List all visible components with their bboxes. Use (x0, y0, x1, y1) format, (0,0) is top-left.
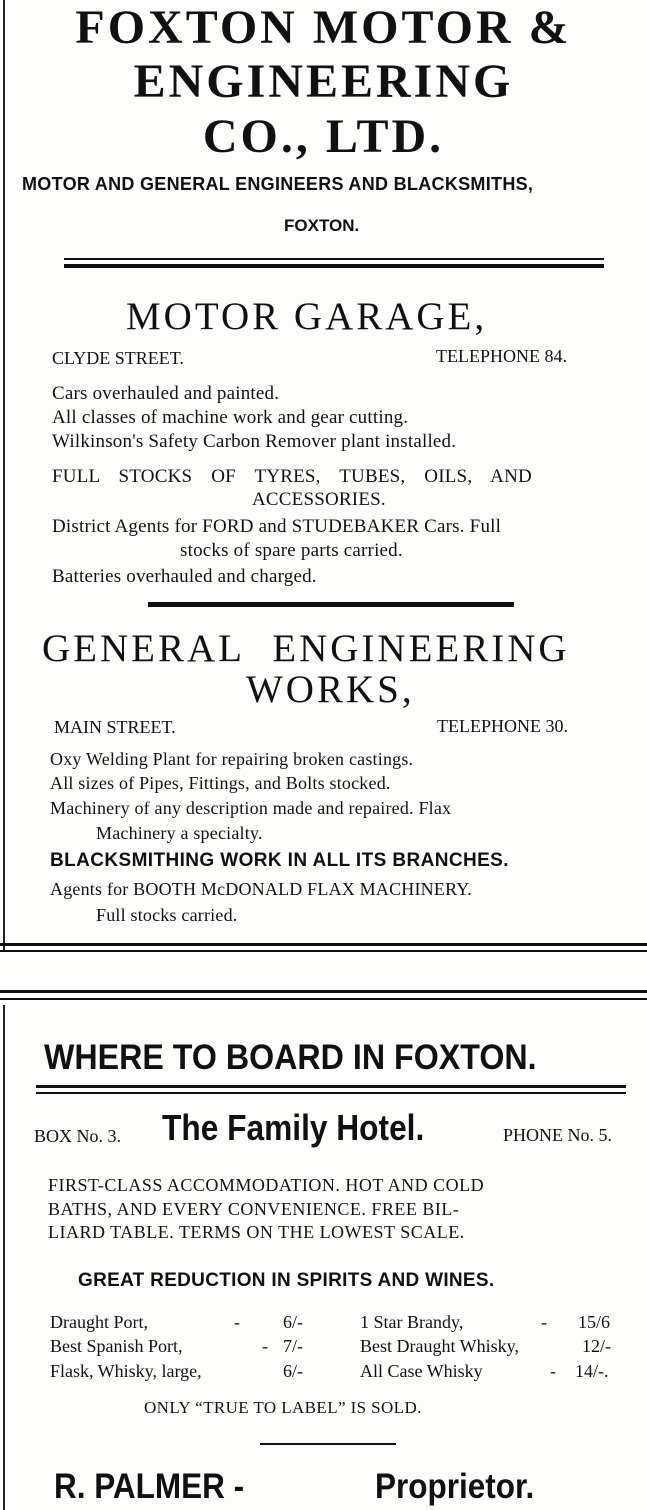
garage-line: stocks of spare parts carried. (180, 540, 403, 561)
company-title-line1: FOXTON MOTOR & (75, 1, 572, 54)
price-item: All Case Whisky (360, 1361, 483, 1381)
divider (260, 1443, 396, 1445)
ad-separator (0, 950, 647, 952)
price-item: Best Draught Whisky, (360, 1336, 519, 1356)
price-value: 14/-. (575, 1361, 609, 1381)
garage-telephone: TELEPHONE 84. (436, 346, 567, 366)
works-heading-line2: WORKS, (246, 668, 415, 711)
hotel-desc-line: LIARD TABLE. TERMS ON THE LOWEST SCALE. (48, 1222, 465, 1242)
divider (64, 258, 604, 260)
hotel-phone: PHONE No. 5. (503, 1125, 613, 1145)
price-value: 6/- (283, 1312, 303, 1332)
price-value: 6/- (283, 1361, 303, 1381)
garage-line: FULL STOCKS OF TYRES, TUBES, OILS, AND (52, 466, 532, 487)
company-title-line3: CO., LTD. (202, 110, 445, 163)
garage-line: Cars overhauled and painted. (52, 383, 280, 404)
garage-line: Wilkinson's Safety Carbon Remover plant installed. (52, 431, 457, 452)
proprietor-name: R. PALMER - (54, 1467, 245, 1506)
company-location: FOXTON. (284, 216, 360, 235)
company-subtitle: MOTOR AND GENERAL ENGINEERS AND BLACKSMITHS, (22, 174, 534, 194)
divider (36, 1092, 626, 1094)
garage-line: Batteries overhauled and charged. (52, 566, 317, 587)
price-value: 15/6 (578, 1312, 611, 1332)
garage-heading: MOTOR GARAGE, (126, 295, 488, 338)
price-dash: - (550, 1361, 556, 1381)
works-line-blacksmithing: BLACKSMITHING WORK IN ALL ITS BRANCHES. (50, 850, 509, 871)
divider (36, 1085, 626, 1088)
left-border (3, 1005, 5, 1510)
company-title-line2: ENGINEERING (133, 55, 514, 108)
works-telephone: TELEPHONE 30. (437, 716, 568, 736)
divider (64, 264, 604, 268)
price-item: 1 Star Brandy, (360, 1312, 464, 1332)
works-heading-line1: GENERAL ENGINEERING (42, 627, 570, 670)
ad-separator (0, 990, 647, 993)
price-item: Flask, Whisky, large, (50, 1361, 202, 1381)
price-value: 12/- (582, 1336, 611, 1356)
garage-line: District Agents for FORD and STUDEBAKER Cars. Full (52, 516, 502, 537)
hotel-box: BOX No. 3. (34, 1126, 122, 1146)
great-reduction: GREAT REDUCTION IN SPIRITS AND WINES. (78, 1270, 495, 1291)
board-heading: WHERE TO BOARD IN FOXTON. (44, 1038, 537, 1077)
garage-line: All classes of machine work and gear cutting. (52, 407, 409, 428)
price-dash: - (262, 1336, 268, 1356)
true-to-label-note: ONLY “TRUE TO LABEL” IS SOLD. (144, 1398, 422, 1417)
garage-street: CLYDE STREET. (52, 348, 184, 368)
price-item: Best Spanish Port, (50, 1336, 183, 1356)
works-line: Oxy Welding Plant for repairing broken castings. (50, 749, 414, 769)
hotel-name: The Family Hotel. (162, 1107, 425, 1148)
price-dash: - (234, 1312, 240, 1332)
works-line: Full stocks carried. (96, 905, 238, 925)
works-line: Agents for BOOTH McDONALD FLAX MACHINERY. (50, 879, 472, 899)
works-line: All sizes of Pipes, Fittings, and Bolts stocked. (50, 773, 391, 793)
price-item: Draught Port, (50, 1312, 148, 1332)
works-street: MAIN STREET. (54, 717, 176, 737)
ad-separator (0, 943, 647, 946)
proprietor-title: Proprietor. (375, 1467, 535, 1506)
ad-separator (0, 998, 647, 1000)
price-value: 7/- (283, 1336, 303, 1356)
garage-line: ACCESSORIES. (252, 489, 386, 510)
divider (148, 602, 514, 607)
hotel-desc-line: BATHS, AND EVERY CONVENIENCE. FREE BIL- (48, 1199, 460, 1219)
price-dash: - (541, 1312, 547, 1332)
works-line: Machinery a specialty. (96, 823, 263, 843)
hotel-desc-line: FIRST-CLASS ACCOMMODATION. HOT AND COLD (48, 1175, 485, 1195)
works-line: Machinery of any description made and repaired. Flax (50, 798, 452, 818)
